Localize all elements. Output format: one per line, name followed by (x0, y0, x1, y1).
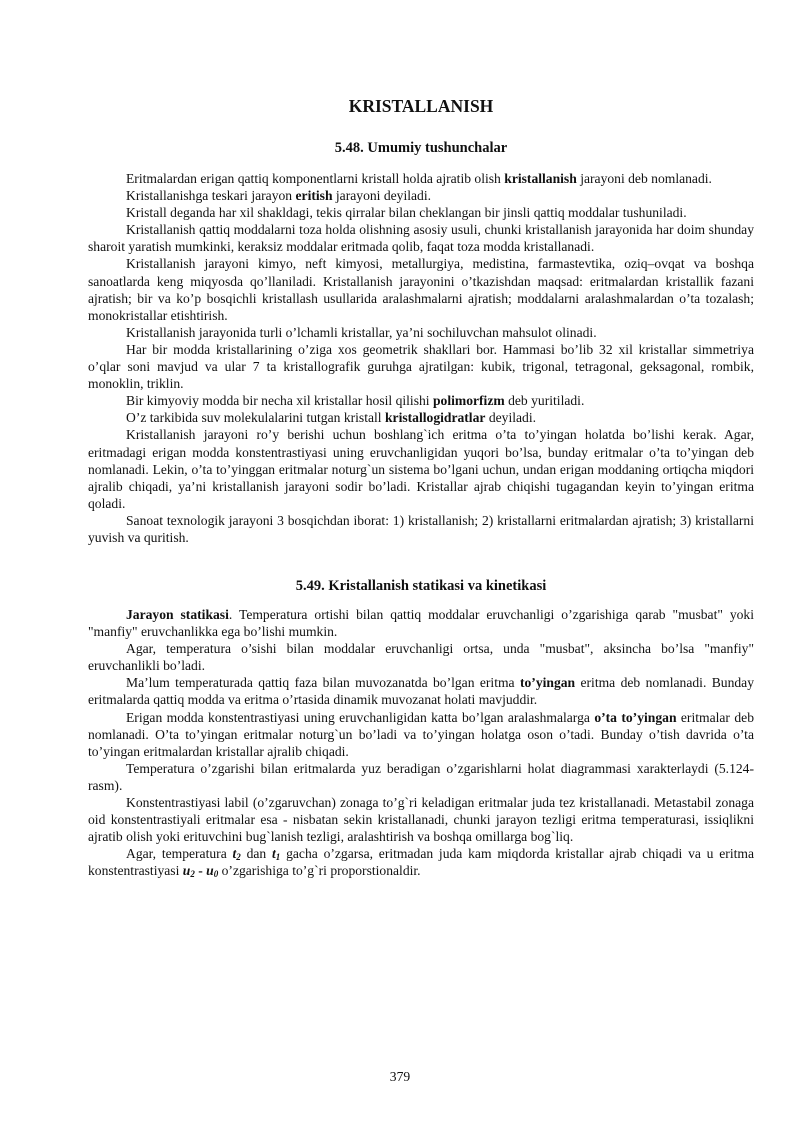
paragraph: Kristallanish jarayoni kimyo, neft kimyosi, metallurgiya, medistina, farmastevtika, oziq–ovqat va boshqa sanoatlarda keng miqyosda qo’llaniladi. Kristallanish jarayonini o’tkazishdan maqsad: eritmalardan kristallik fazani ajratish; bir va ko’p bosqichli kristallash usullarida aralashmalarni ajratish; moddalarni aralashmalardan o’ta tozalash; monokristallar etishtirish. (88, 256, 754, 323)
paragraph: Har bir modda kristallarining o’ziga xos geometrik shakllari bor. Hammasi bo’lib 32 xil kristallar simmetriya o’qlar soni mavjud va ular 7 ta kristallografik guruhga ajratilgan: kubik, trigonal, tetragonal, geksagonal, rombik, monoklin, triklin. (88, 341, 754, 392)
section-5-48-body (88, 170, 754, 546)
bold-term: o’ta to’yingan (594, 709, 677, 725)
paragraph: Kristallanish jarayoni ro’y berishi uchun boshlang`ich eritma o’ta to’yingan holatda bo’lishi kerak. Agar, eritmadagi erigan modda konstentrastiyasi uning eruvchanligidan yuqori bo’lsa, bunday eritmalar o’ta to’yingan deb nomlanadi. Lekin, o’ta to’yinggan eritmalar noturg`un sistema bo’lgani uchun, undan erigan moddaning ortiqcha miqdori ajralib chiqadi, ya’ni kristallanish jarayoni sodir bo’ladi. Kristallar ajrab chiqishi tugagandan keyin to’yingan eritma qoladi. (88, 427, 754, 511)
bold-term: polimorfizm (432, 393, 505, 409)
bold-term: eritish (295, 188, 333, 204)
paragraph: Erigan modda konstentrastiyasi uning eruvchanligidan katta bo’lgan aralashmalarga o’ta to’yingan eritmalar deb nomlanadi. O’ta to’yingan eritmalar noturg`un bo’ladi va to’yingan holatga oson o’tadi. Bunday o’tish davrida o’ta to’yingan eritmalardan kristallar ajralib chiqadi. (88, 709, 754, 759)
paragraph: Sanoat texnologik jarayoni 3 bosqichdan iborat: 1) kristallanish; 2) kristallarni eritmalardan ajratish; 3) kristallarni yuvish va quritish. (88, 512, 754, 545)
paragraph: Ma’lum temperaturada qattiq faza bilan muvozanatda bo’lgan eritma to’yingan eritma deb nomlanadi. Bunday eritmalarda qattiq modda va eritma o’rtasida dinamik muvozanat holati mavjuddir. (88, 675, 755, 708)
section-heading-5-49: 5.49. Kristallanish statikasi va kinetikasi (295, 578, 547, 594)
paragraph: Jarayon statikasi. Temperatura ortishi bilan qattiq moddalar eruvchanligi o’zgarishiga qarab "musbat" yoki "manfiy" eruvchanlikka ega bo’lishi mumkin. (88, 607, 755, 640)
variable-u2: $u_2$ (182, 863, 195, 880)
paragraph: Kristall deganda har xil shakldagi, tekis qirralar bilan cheklangan bir jinsli qattiq moddalar tushuniladi. (126, 205, 687, 221)
paragraph: Kristallanish jarayonida turli o’lchamli kristallar, ya’ni sochiluvchan mahsulot olinadi. (126, 324, 597, 340)
paragraph: Eritmalardan erigan qattiq komponentlarni kristall holda ajratib olish kristallanish jarayoni deb nomlanadi. (126, 171, 712, 186)
paragraph: Konstentrastiyasi labil (o’zgaruvchan) zonaga to’g`ri keladigan eritmalar juda tez kristallanadi. Metastabil zonaga oid konstentrastiyali eritmalar esa - nisbatan sekin kristallanadi, chunki jarayon tezligi eritma temperaturasi, issiqlikni ajratib olish yoki erituvchini bug`lanish tezligi, aralashtirish va boshqa omillarga bog`liq. (88, 795, 754, 845)
paragraph: Temperatura o’zgarishi bilan eritmalarda yuz beradigan o’zgarishlarni holat diagrammasi xarakterlaydi (5.124-rasm). (88, 760, 754, 793)
paragraph: Agar, temperatura $t_2$ dan $t_1$ gacha o’zgarsa, eritmadan juda kam miqdorda kristallar ajrab chiqadi va u eritma konstentrastiyasi $u_2 - u_0$ o’zgarishiga to’g`ri proporstionaldir. (88, 846, 754, 880)
paragraph: Agar, temperatura o’sishi bilan moddalar eruvchanligi ortsa, unda "musbat", aksincha bo’lsa "manfiy" eruvchanlikli bo’ladi. (88, 641, 754, 674)
bold-term: Jarayon statikasi (126, 607, 229, 622)
chapter-title: KRISTALLANISH (348, 96, 494, 116)
section-heading-5-48: 5.48. Umumiy tushunchalar (334, 140, 508, 156)
paragraph: Kristallanishga teskari jarayon eritish jarayoni deyiladi. (126, 188, 432, 204)
bold-term: kristallanish (504, 171, 577, 186)
variable-u0: $u_0$ (206, 863, 219, 880)
paragraph: O’z tarkibida suv molekulalarini tutgan kristall kristallogidratlar deyiladi. (126, 410, 537, 426)
variable-t2: $t_2$ (232, 846, 241, 863)
paragraph: Bir kimyoviy modda bir necha xil kristallar hosil qilishi polimorfizm deb yuritiladi. (126, 393, 585, 409)
bold-term: kristallogidratlar (384, 410, 486, 426)
section-5-49-body (88, 606, 754, 880)
variable-t1: $t_1$ (272, 846, 281, 863)
bold-term: to’yingan (519, 675, 576, 691)
paragraph: Kristallanish qattiq moddalarni toza holda olishning asosiy usuli, chunki kristallanish jarayonida har doim shunday sharoit yaratish mumkinki, keraksiz moddalar eritmada qolib, faqat toza modda kristallanadi. (88, 222, 754, 255)
page-number: 379 (389, 1069, 411, 1084)
